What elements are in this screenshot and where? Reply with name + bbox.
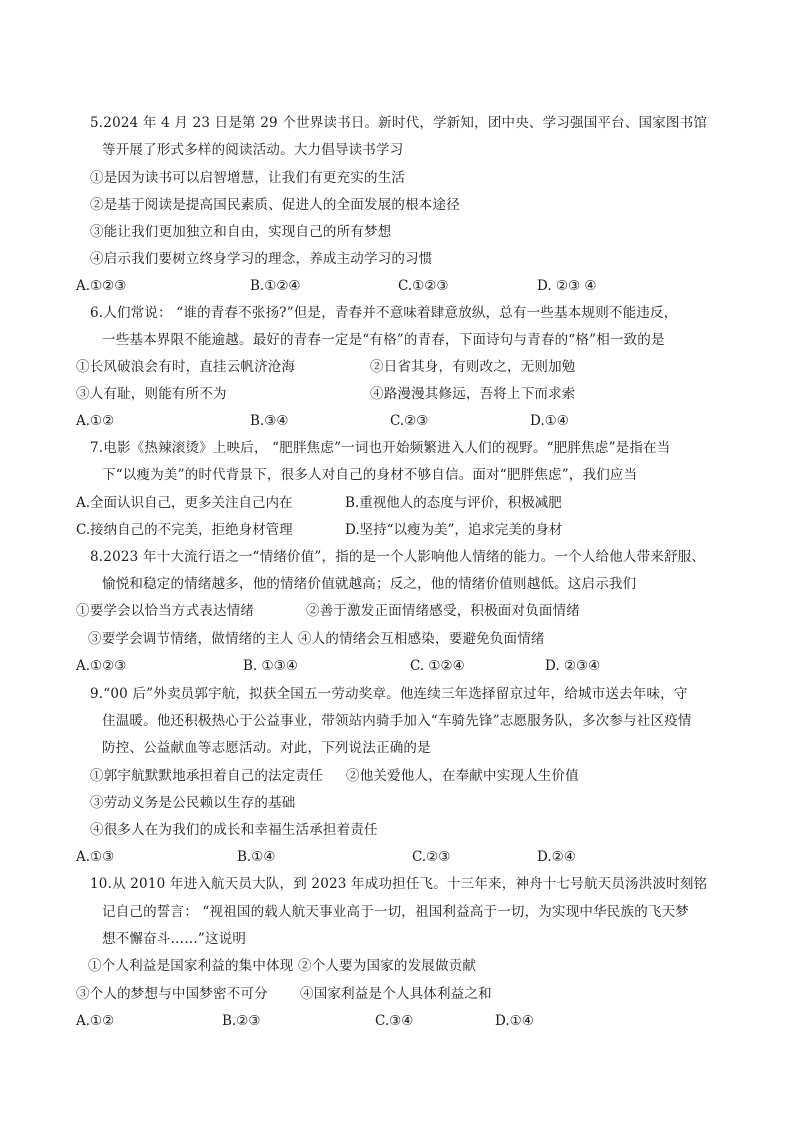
q7-option-c: C.接纳自己的不完美，拒绝身材管理 [76, 522, 293, 538]
q9-option-c: C.②③ [412, 849, 451, 865]
q10-item-3: ④国家利益是个人具体利益之和 [300, 986, 492, 1002]
q9-option-a: A.①③ [76, 849, 115, 865]
q5-option-b: B.①②④ [250, 278, 301, 294]
q6-stem-line-2: 一些基本界限不能逾越。最好的青春一定是“有格”的青春，下面诗句与青春的“格”相一致的是 [102, 332, 665, 348]
q5-option-a: A.①②③ [76, 278, 127, 294]
q7-option-d: D.坚持“以瘦为美”，追求完美的身材 [345, 522, 563, 538]
q6-item-1: ①长风破浪会有时，直挂云帆济沧海 [76, 359, 296, 375]
q8-option-a: A.①②③ [76, 658, 127, 674]
q6-option-a: A.①② [76, 413, 115, 429]
q10-stem-line-2: 记自己的誓言： “视祖国的载人航天事业高于一切，祖国利益高于一切，为实现中华民族的飞天梦 [102, 904, 689, 920]
q6-item-3: ③人有耻，则能有所不为 [76, 386, 227, 402]
q8-option-c: C. ①②④ [410, 658, 465, 674]
q10-stem-line-1: 10.从 2010 年进入航天员大队，到 2023 年成功担任飞。十三年来，神舟十七号航天员汤洪波时刻铭 [90, 876, 708, 892]
q8-option-b: B. ①③④ [243, 658, 298, 674]
q8-option-d: D. ②③④ [545, 658, 601, 674]
q8-item-3: ③要学会调节情绪，做情绪的主人 ④人的情绪会互相感染，要避免负面情绪 [88, 631, 545, 647]
q6-option-c: C.②③ [390, 413, 429, 429]
q6-item-4: ④路漫漫其修远，吾将上下而求索 [370, 386, 576, 402]
q9-item-1: ①郭宇航默默地承担着自己的法定责任 [90, 768, 323, 784]
q9-stem-line-1: 9.“00 后”外卖员郭宇航，拟获全国五一劳动奖章。他连续三年选择留京过年，给城市送去年味，守 [90, 686, 688, 702]
q10-option-a: A.①② [76, 1013, 115, 1029]
q7-stem-line-2: 下“以瘦为美”的时代背景下，很多人对自己的身材不够自信。面对“肥胖焦虑”，我们应当 [102, 467, 638, 483]
q5-option-d: D. ②③ ④ [537, 278, 597, 294]
q7-option-b: B.重视他人的态度与评价，积极减肥 [345, 495, 562, 511]
q9-stem-line-3: 防控、公益献血等志愿活动。对此，下列说法正确的是 [102, 740, 431, 756]
q7-option-a: A.全面认识自己，更多关注自己内在 [76, 495, 293, 511]
q6-item-2: ②日省其身，有则改之，无则加勉 [370, 359, 576, 375]
q9-option-d: D.②④ [537, 849, 576, 865]
q10-option-d: D.①④ [495, 1013, 534, 1029]
q5-item-1: ①是因为读书可以启智增慧，让我们有更充实的生活 [90, 170, 406, 186]
q9-item-2: ②他关爱他人，在奉献中实现人生价值 [346, 768, 579, 784]
q5-stem-line-1: 5.2024 年 4 月 23 日是第 29 个世界读书日。新时代，学新知，团中央、学习强国平台、国家图书馆 [90, 115, 708, 131]
q8-stem-line-2: 愉悦和稳定的情绪越多，他的情绪价值就越高；反之，他的情绪价值则越低。这启示我们 [102, 576, 637, 592]
q9-item-4: ④很多人在为我们的成长和幸福生活承担着责任 [90, 822, 378, 838]
q9-stem-line-2: 住温暖。他还积极热心于公益事业，带领站内骑手加入“车骑先锋”志愿服务队，多次参与社区疫情 [102, 713, 692, 729]
q10-option-b: B.②③ [222, 1013, 261, 1029]
q10-item-1: ①个人利益是国家利益的集中体现 ②个人要为国家的发展做贡献 [88, 958, 477, 974]
q6-option-b: B.③④ [250, 413, 289, 429]
q6-option-d: D.①④ [530, 413, 569, 429]
q6-stem-line-1: 6.人们常说： “谁的青春不张扬?”但是，青春并不意味着肆意放纵，总有一些基本规则不能违反， [90, 305, 678, 321]
q9-option-b: B.①④ [237, 849, 276, 865]
q5-option-c: C.①②③ [398, 278, 449, 294]
q5-item-4: ④启示我们要树立终身学习的理念，养成主动学习的习惯 [90, 251, 433, 267]
q5-item-2: ②是基于阅读是提高国民素质、促进人的全面发展的根本途径 [90, 197, 460, 213]
q5-stem-line-2: 等开展了形式多样的阅读活动。大力倡导读书学习 [102, 142, 404, 158]
q10-item-2: ③个人的梦想与中国梦密不可分 [76, 986, 268, 1002]
q10-option-c: C.③④ [375, 1013, 414, 1029]
q10-stem-line-3: 想不懈奋斗……”这说明 [102, 931, 247, 947]
q8-stem-line-1: 8.2023 年十大流行语之一“情绪价值”，指的是一个人影响他人情绪的能力。一个人给他人带来舒服、 [90, 549, 706, 565]
q9-item-3: ③劳动义务是公民赖以生存的基础 [90, 795, 296, 811]
q7-stem-line-1: 7.电影《热辣滚烫》上映后， “肥胖焦虑”一词也开始频繁进入人们的视野。“肥胖焦虑”是指在当 [90, 440, 671, 456]
q5-item-3: ③能让我们更加独立和自由，实现自己的所有梦想 [90, 224, 392, 240]
q8-item-2: ②善于激发正面情绪感受，积极面对负面情绪 [306, 603, 580, 619]
q8-item-1: ①要学会以恰当方式表达情绪 [76, 603, 255, 619]
